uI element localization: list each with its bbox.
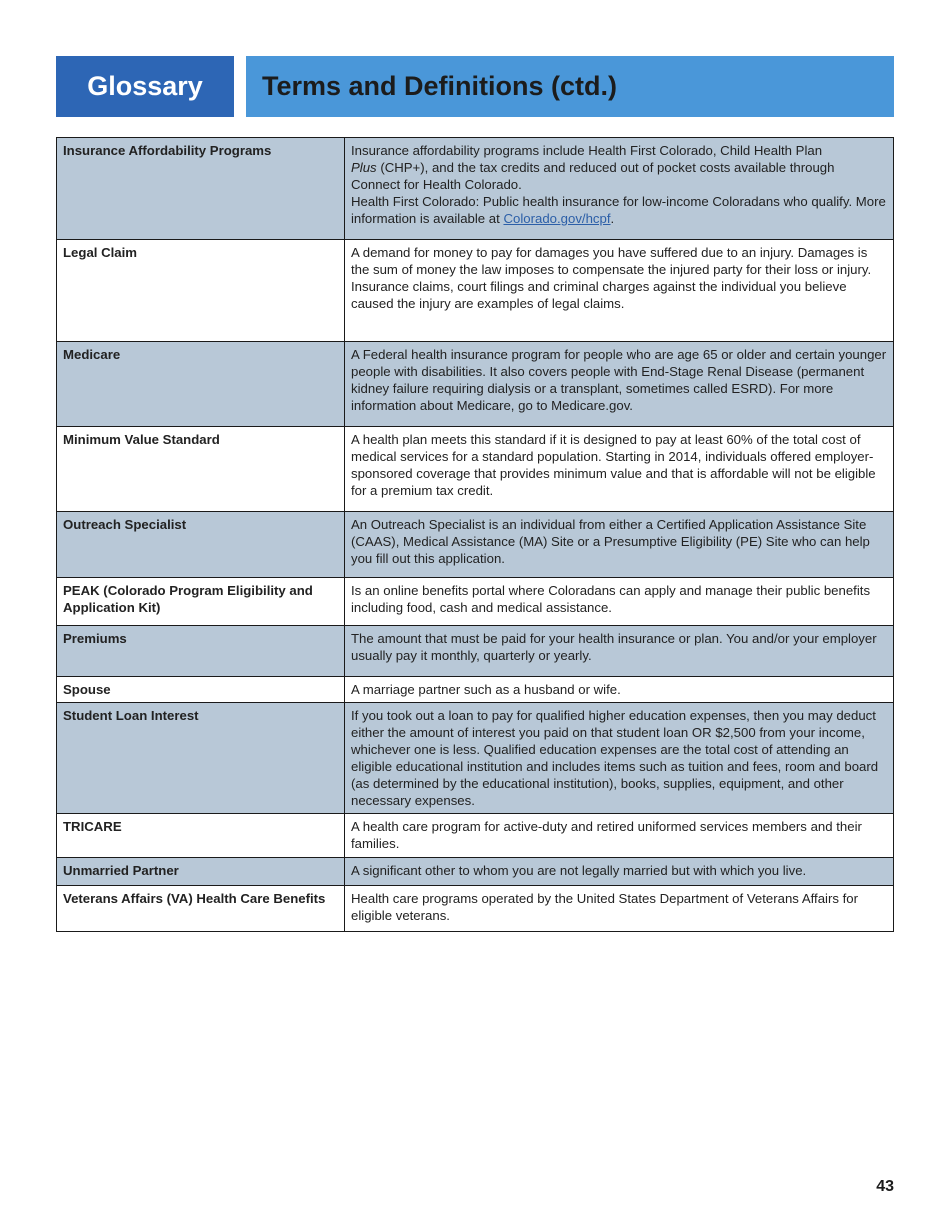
term-cell: Insurance Affordability Programs (57, 138, 345, 240)
table-row (57, 138, 894, 240)
colorado-hcpf-link[interactable]: Colorado.gov/hcpf (503, 211, 611, 226)
term-cell: Premiums (57, 626, 345, 677)
term-cell: TRICARE (57, 814, 345, 858)
definition-text: Health First Colorado: Public health insurance for low-income Coloradans who qualify. More information is available at (351, 194, 886, 226)
definition-cell: A health care program for active-duty and retired uniformed services members and their families. (345, 814, 894, 858)
table-row (57, 677, 894, 703)
definition-cell: The amount that must be paid for your health insurance or plan. You and/or your employer usually pay it monthly, quarterly or yearly. (345, 626, 894, 677)
term-cell: PEAK (Colorado Program Eligibility and Application Kit) (57, 578, 345, 626)
glossary-table (56, 137, 894, 932)
definition-cell: A marriage partner such as a husband or wife. (345, 677, 894, 703)
table-row (57, 703, 894, 814)
definition-text: (CHP+), and the tax credits and reduced out of pocket costs available through Connect for Health Colorado. (351, 160, 835, 192)
definition-italic: Plus (351, 160, 377, 175)
term-cell: Minimum Value Standard (57, 427, 345, 512)
table-row (57, 858, 894, 886)
term-cell: Medicare (57, 342, 345, 427)
term-cell: Outreach Specialist (57, 512, 345, 578)
term-cell: Student Loan Interest (57, 703, 345, 814)
table-row (57, 886, 894, 932)
section-label: Glossary (56, 56, 234, 117)
definition-cell: Health care programs operated by the United States Department of Veterans Affairs for eligible veterans. (345, 886, 894, 932)
table-row (57, 512, 894, 578)
definition-text: Insurance affordability programs include Health First Colorado, Child Health Plan (351, 143, 823, 158)
definition-cell: If you took out a loan to pay for qualified higher education expenses, then you may deduct either the amount of interest you paid on that student loan OR $2,500 from your income, whichever one is less. Qualified education expenses are the total cost of attending an eligible educational institution and includes items such as tuition and fees, room and board (as determined by the educational institution), books, supplies, equipment, and other necessary expenses. (345, 703, 894, 814)
page-number: 43 (876, 1178, 894, 1195)
table-row (57, 342, 894, 427)
definition-cell: A health plan meets this standard if it is designed to pay at least 60% of the total cost of medical services for a standard population. Starting in 2014, individuals offered employer-sponsored coverage that provides minimum value and that is affordable will not be eligible for a premium tax credit. (345, 427, 894, 512)
term-cell: Spouse (57, 677, 345, 703)
definition-cell: Is an online benefits portal where Coloradans can apply and manage their public benefits including food, cash and medical assistance. (345, 578, 894, 626)
term-cell: Veterans Affairs (VA) Health Care Benefits (57, 886, 345, 932)
definition-text: . (610, 211, 615, 226)
definition-cell: A Federal health insurance program for people who are age 65 or older and certain younger people with disabilities. It also covers people with End-Stage Renal Disease (permanent kidney failure requiring dialysis or a transplant, sometimes called ESRD). For more information about Medicare, go to Medicare.gov. (345, 342, 894, 427)
definition-cell: A significant other to whom you are not legally married but with which you live. (345, 858, 894, 886)
table-row (57, 240, 894, 342)
definition-cell (345, 138, 894, 240)
page-title: Terms and Definitions (ctd.) (246, 56, 894, 117)
term-cell: Legal Claim (57, 240, 345, 342)
table-row (57, 578, 894, 626)
term-cell: Unmarried Partner (57, 858, 345, 886)
definition-cell: An Outreach Specialist is an individual from either a Certified Application Assistance Site (CAAS), Medical Assistance (MA) Site or a Presumptive Eligibility (PE) Site who can help you fill out this application. (345, 512, 894, 578)
definition-cell: A demand for money to pay for damages you have suffered due to an injury. Damages is the sum of money the law imposes to compensate the injured party for their loss or injury. Insurance claims, court filings and criminal charges against the individual you believe caused the injury are examples of legal claims. (345, 240, 894, 342)
table-row (57, 626, 894, 677)
table-row (57, 427, 894, 512)
table-row (57, 814, 894, 858)
